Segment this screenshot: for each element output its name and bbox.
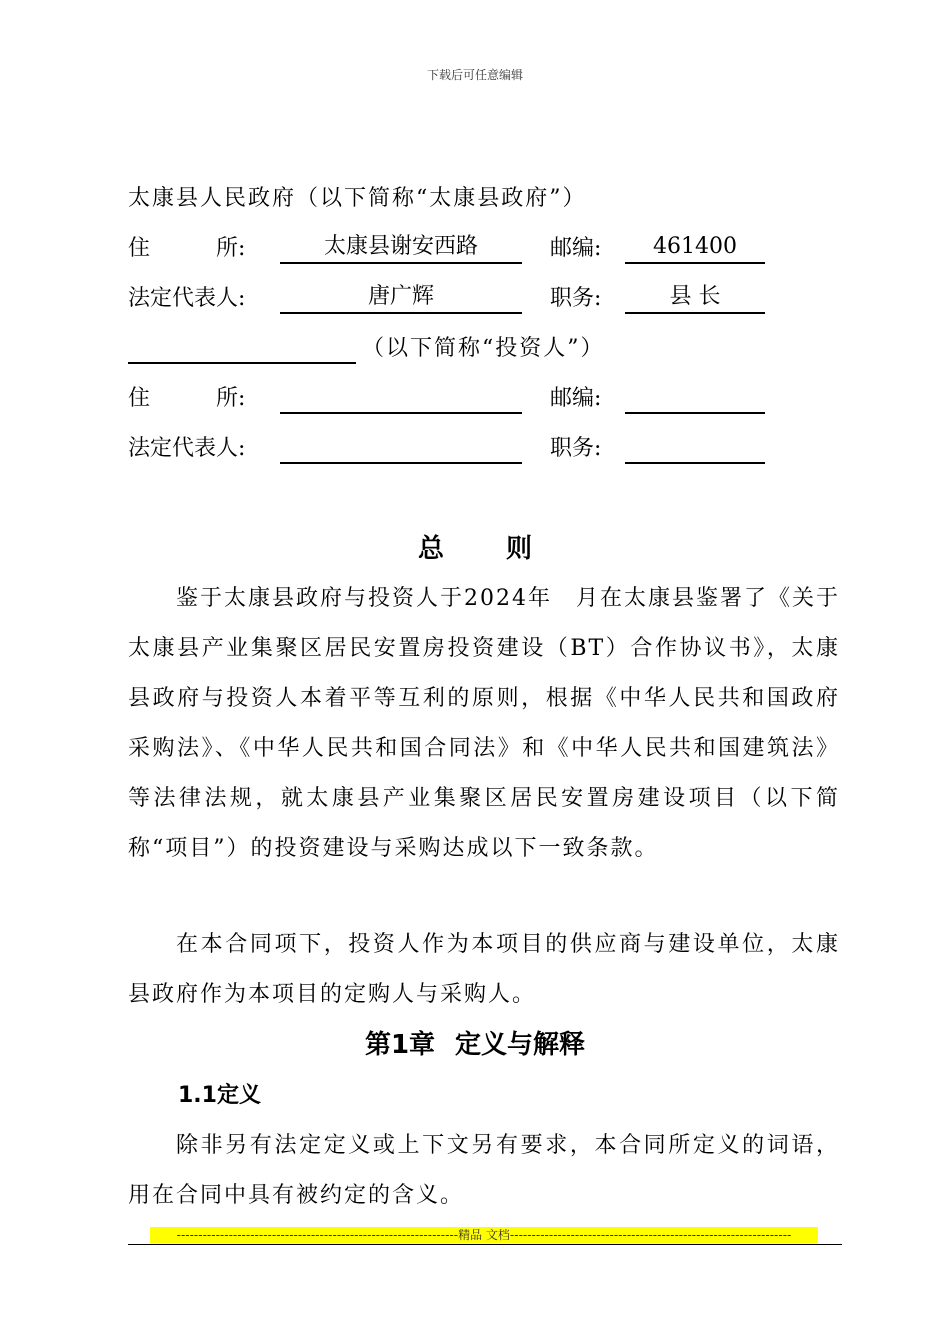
party-a-postcode-label: 邮编: [550,236,602,261]
footer-text: 精品 文档 [458,1228,510,1242]
chapter-number: 第1章 [364,1030,436,1060]
paragraph-definitions: 除非另有法定定义或上下文另有要求，本合同所定义的词语，用在合同中具有被约定的含义。 [128,1133,840,1208]
party-b-title-row [128,332,768,366]
section-title: 总 则 [417,534,550,564]
party-a-address-value: 太康县谢安西路 [280,232,522,264]
party-b-postcode-label: 邮编: [550,386,602,411]
party-b-address-blank [280,382,522,414]
party-b-postcode-blank [625,382,765,414]
party-b-address-label: 住 所: [128,386,246,411]
party-b-rep-label: 法定代表人: [128,436,246,461]
footer-banner [150,1227,818,1243]
party-a-rep-row [128,282,768,316]
party-b-title-suffix: （以下简称“投资人”） [362,336,605,361]
party-b-name-blank [128,332,356,364]
header-note: 下载后可任意编辑 [426,68,523,82]
party-a-address-label: 住 所: [128,236,246,261]
chapter-title: 定义与解释 [455,1030,586,1060]
party-a-title: 太康县人民政府（以下简称“太康县政府”） [128,186,587,211]
footer-rule [128,1244,842,1245]
party-b-address-row [128,382,768,416]
paragraph-roles: 在本合同项下，投资人作为本项目的供应商与建设单位，太康县政府作为本项目的定购人与采购人。 [128,932,840,1007]
subheading: 1.1定义 [178,1083,261,1108]
party-a-position-label: 职务: [550,286,602,311]
party-a-postcode-value: 461400 [625,232,765,264]
chapter-heading [0,1024,950,1061]
party-a-position-value: 县 长 [625,282,765,314]
party-a-rep-value: 唐广辉 [280,282,522,314]
party-a-rep-label: 法定代表人: [128,286,246,311]
party-b-position-label: 职务: [550,436,602,461]
party-b-rep-row [128,432,768,466]
footer-dashes-left: ----------------------------------------------------------------- [176,1228,459,1242]
party-b-rep-blank [280,432,522,464]
party-a-address-row [128,232,768,266]
paragraph-preamble: 鉴于太康县政府与投资人于2024年 月在太康县鉴署了《关于太康县产业集聚区居民安置房投资建设（BT）合作协议书》，太康县政府与投资人本着平等互利的原则，根据《中华人民共和国政府采购法》、《中华人民共和国合同法》和《中华人民共和国建筑法》等法律法规，就太康县产业集聚区居民安置房建设项目（以下简称“项目”）的投资建设与采购达成以下一致条款。 [128,586,840,861]
footer-dashes-right: ----------------------------------------------------------------- [509,1228,792,1242]
party-b-position-blank [625,432,765,464]
